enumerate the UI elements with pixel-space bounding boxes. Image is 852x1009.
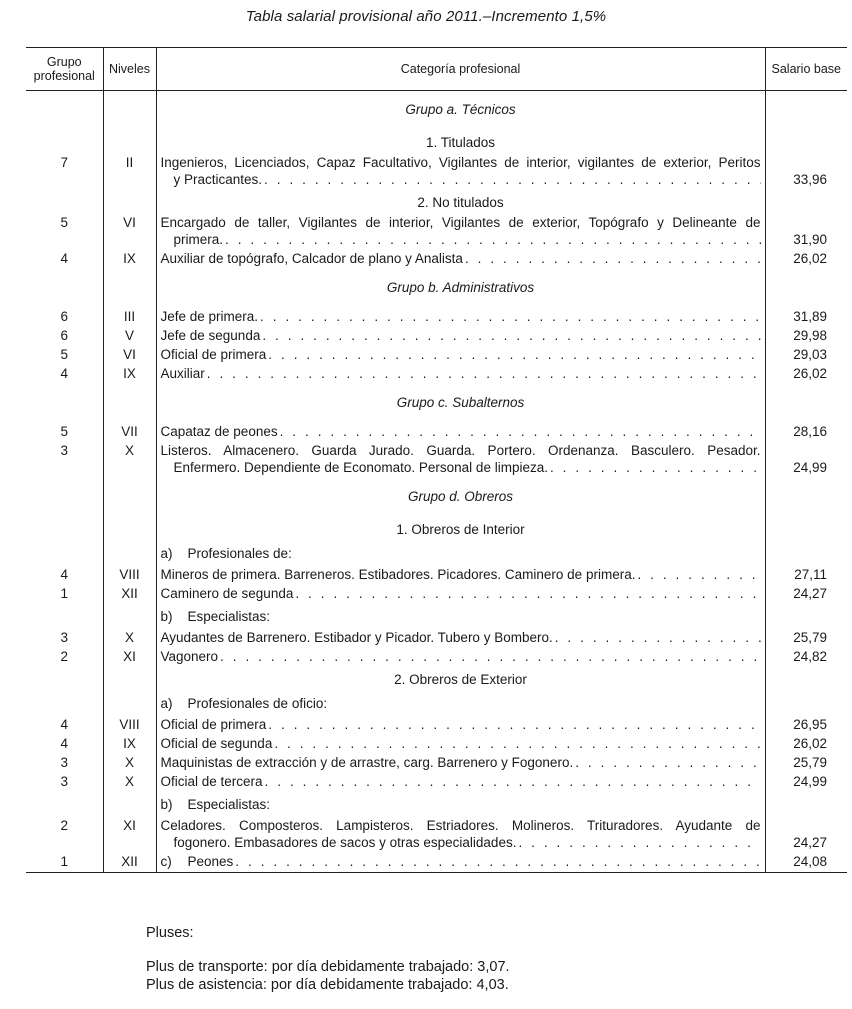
section-heading: 2. Obreros de Exterior: [156, 667, 765, 691]
categoria-cell: [156, 853, 765, 873]
table-row: [26, 250, 847, 269]
categoria-cell: [156, 585, 765, 604]
leader-dots: [550, 459, 761, 476]
categoria-cell: [156, 629, 765, 648]
group-heading-row: [26, 478, 847, 517]
categoria-cell: [156, 423, 765, 442]
nivel-cell: VIII: [103, 566, 156, 585]
salario-cell: 24,99: [765, 773, 847, 792]
categoria-text: Vagonero: [160, 649, 219, 664]
section-heading: 1. Titulados: [156, 130, 765, 154]
categoria-line: y Practicantes.: [173, 172, 263, 187]
section-heading-row: [26, 667, 847, 691]
categoria-cell: [156, 308, 765, 327]
categoria-text: Mineros de primera. Barreneros. Estibadores. Picadores. Caminero de primera.: [160, 567, 636, 582]
table-row: [26, 365, 847, 384]
plus-transporte: Plus de transporte: por día debidamente trabajado: 3,07.: [146, 959, 510, 975]
grupo-cell: 7: [60, 155, 68, 170]
nivel-cell: XII: [103, 853, 156, 873]
grupo-cell: 5: [60, 347, 68, 362]
categoria-cell: [156, 754, 765, 773]
nivel-cell: II: [103, 154, 156, 190]
table-row: [26, 154, 847, 190]
salario-cell: 28,16: [765, 423, 847, 442]
salario-cell: 26,02: [765, 250, 847, 269]
table-row: [26, 629, 847, 648]
salario-cell: 31,89: [765, 308, 847, 327]
categoria-line: primera.: [173, 232, 224, 247]
nivel-cell: IX: [103, 365, 156, 384]
subsection-label: Especialistas:: [187, 797, 271, 812]
section-heading: 2. No titulados: [156, 190, 765, 214]
categoria-text: Auxiliar de topógrafo, Calcador de plano y Analista: [160, 251, 463, 266]
plus-asistencia: Plus de asistencia: por día debidamente trabajado: 4,03.: [146, 977, 509, 993]
subsection-label: Profesionales de:: [187, 546, 292, 561]
nivel-cell: XI: [103, 648, 156, 667]
salario-cell: 24,27: [765, 585, 847, 604]
leader-dots: [518, 834, 760, 851]
group-heading: Grupo b. Administrativos: [156, 269, 765, 308]
salario-cell: 26,95: [765, 716, 847, 735]
nivel-cell: VI: [103, 346, 156, 365]
leader-dots: [260, 308, 760, 325]
nivel-cell: V: [103, 327, 156, 346]
nivel-cell: IX: [103, 250, 156, 269]
section-heading-row: [26, 130, 847, 154]
categoria-cell: [156, 365, 765, 384]
subsection-heading-row: [26, 691, 847, 716]
header-categoria-profesional: Categoría profesional: [156, 48, 765, 91]
categoria-text: Ayudantes de Barrenero. Estibador y Picador. Tubero y Bombero.: [160, 630, 553, 645]
salario-cell: 25,79: [765, 754, 847, 773]
section-heading-row: [26, 517, 847, 541]
leader-dots: [207, 365, 761, 382]
categoria-text: Auxiliar: [160, 366, 205, 381]
leader-dots: [262, 327, 760, 344]
categoria-text: Capataz de peones: [160, 424, 278, 439]
table-header-row: [26, 48, 847, 91]
subsection-number: c): [160, 854, 172, 869]
categoria-line: Celadores. Composteros. Lampisteros. Estriadores. Molineros. Trituradores. Ayudante de: [160, 818, 761, 833]
grupo-cell: 3: [60, 443, 68, 458]
pluses-notes: [146, 924, 510, 994]
table-title: Tabla salarial provisional año 2011.–Incremento 1,5%: [245, 8, 607, 25]
leader-dots: [295, 585, 760, 602]
grupo-cell: 4: [60, 366, 68, 381]
grupo-cell: 3: [60, 774, 68, 789]
categoria-text: Maquinistas de extracción y de arrastre, carg. Barrenero y Fogonero.: [160, 755, 574, 770]
categoria-cell: [156, 250, 765, 269]
group-heading: Grupo c. Subalternos: [156, 384, 765, 423]
section-heading: 1. Obreros de Interior: [156, 517, 765, 541]
header-salario-base: Salario base: [765, 48, 847, 91]
leader-dots: [265, 773, 761, 790]
leader-dots: [225, 231, 760, 248]
salario-cell: 33,96: [765, 154, 847, 190]
salario-cell: 26,02: [765, 735, 847, 754]
categoria-text: Oficial de primera: [160, 717, 267, 732]
section-heading-row: [26, 190, 847, 214]
nivel-cell: VII: [103, 423, 156, 442]
categoria-cell: [156, 327, 765, 346]
categoria-cell: [156, 648, 765, 667]
categoria-text: Jefe de segunda: [160, 328, 261, 343]
categoria-cell: [156, 716, 765, 735]
categoria-text: Oficial de tercera: [160, 774, 263, 789]
group-heading-row: [26, 91, 847, 131]
subsection-heading-row: [26, 541, 847, 566]
nivel-cell: X: [103, 754, 156, 773]
pluses-heading: Pluses:: [146, 925, 194, 941]
categoria-text: Caminero de segunda: [160, 586, 294, 601]
categoria-line: Encargado de taller, Vigilantes de interior, Vigilantes de exterior, Topógrafo y Delineante de: [160, 215, 761, 230]
salario-cell: 24,27: [765, 817, 847, 853]
leader-dots: [555, 629, 761, 646]
salario-cell: 24,99: [765, 442, 847, 478]
subsection-heading: [156, 691, 765, 716]
grupo-cell: 5: [60, 424, 68, 439]
leader-dots: [637, 566, 760, 583]
table-row: [26, 308, 847, 327]
nivel-cell: X: [103, 773, 156, 792]
categoria-cell: [156, 442, 765, 478]
salario-cell: 25,79: [765, 629, 847, 648]
grupo-cell: 4: [60, 251, 68, 266]
table-row: [26, 566, 847, 585]
subsection-heading: [156, 792, 765, 817]
subsection-number: b): [160, 609, 173, 624]
header-grupo-profesional: Grupo profesional: [26, 48, 103, 91]
leader-dots: [268, 346, 760, 363]
leader-dots: [264, 171, 760, 188]
categoria-cell: [156, 346, 765, 365]
categoria-text: Jefe de primera.: [160, 309, 259, 324]
table-row: [26, 716, 847, 735]
peones-label: Peones: [187, 854, 234, 869]
table-row: [26, 817, 847, 853]
subsection-number: a): [160, 546, 173, 561]
nivel-cell: VI: [103, 214, 156, 250]
categoria-line: Enfermero. Dependiente de Economato. Personal de limpieza.: [173, 460, 548, 475]
categoria-text: [161, 853, 234, 870]
header-niveles: Niveles: [103, 48, 156, 91]
group-heading: Grupo a. Técnicos: [156, 91, 765, 131]
grupo-cell: 6: [60, 328, 68, 343]
nivel-cell: X: [103, 442, 156, 478]
subsection-heading: [156, 541, 765, 566]
grupo-cell: 4: [60, 717, 68, 732]
table-row: [26, 585, 847, 604]
grupo-cell: 4: [60, 567, 68, 582]
table-row: [26, 346, 847, 365]
table-row: [26, 754, 847, 773]
categoria-line: Listeros. Almacenero. Guarda Jurado. Guarda. Portero. Ordenanza. Basculero. Pesador.: [160, 443, 761, 458]
subsection-heading-row: [26, 604, 847, 629]
subsection-heading-row: [26, 792, 847, 817]
nivel-cell: X: [103, 629, 156, 648]
subsection-label: Especialistas:: [187, 609, 271, 624]
subsection-heading: [156, 604, 765, 629]
table-row: [26, 853, 847, 873]
nivel-cell: IX: [103, 735, 156, 754]
grupo-cell: 4: [60, 736, 68, 751]
leader-dots: [274, 735, 760, 752]
salario-cell: 24,08: [765, 853, 847, 873]
grupo-cell: 2: [60, 649, 68, 664]
categoria-text: Oficial de primera: [160, 347, 267, 362]
grupo-cell: 1: [60, 586, 68, 601]
salario-cell: 27,11: [765, 566, 847, 585]
table-row: [26, 442, 847, 478]
table-row: [26, 327, 847, 346]
salario-cell: 29,98: [765, 327, 847, 346]
table-row: [26, 773, 847, 792]
group-heading: Grupo d. Obreros: [156, 478, 765, 517]
subsection-label: Profesionales de oficio:: [187, 696, 328, 711]
leader-dots: [268, 716, 760, 733]
group-heading-row: [26, 269, 847, 308]
categoria-cell: [156, 773, 765, 792]
salario-cell: 24,82: [765, 648, 847, 667]
grupo-cell: 2: [60, 818, 68, 833]
leader-dots: [220, 648, 760, 665]
salario-cell: 31,90: [765, 214, 847, 250]
group-heading-row: [26, 384, 847, 423]
nivel-cell: VIII: [103, 716, 156, 735]
table-row: [26, 735, 847, 754]
categoria-cell: [156, 817, 765, 853]
table-row: [26, 214, 847, 250]
salario-cell: 29,03: [765, 346, 847, 365]
leader-dots: [465, 250, 761, 267]
grupo-cell: 5: [60, 215, 68, 230]
categoria-cell: [156, 566, 765, 585]
grupo-cell: 6: [60, 309, 68, 324]
categoria-line: fogonero. Embasadores de sacos y otras especialidades.: [173, 835, 517, 850]
salary-table: [26, 47, 847, 873]
categoria-text: Oficial de segunda: [160, 736, 273, 751]
leader-dots: [575, 754, 760, 771]
table-row: [26, 423, 847, 442]
leader-dots: [235, 853, 760, 870]
nivel-cell: III: [103, 308, 156, 327]
grupo-cell: 3: [60, 630, 68, 645]
categoria-cell: [156, 735, 765, 754]
categoria-cell: [156, 154, 765, 190]
salario-cell: 26,02: [765, 365, 847, 384]
grupo-cell: 3: [60, 755, 68, 770]
nivel-cell: XII: [103, 585, 156, 604]
subsection-number: a): [160, 696, 173, 711]
categoria-line: Ingenieros, Licenciados, Capaz Facultativo, Vigilantes de interior, vigilantes de exterior, Peritos: [160, 155, 761, 170]
table-row: [26, 648, 847, 667]
categoria-cell: [156, 214, 765, 250]
nivel-cell: XI: [103, 817, 156, 853]
grupo-cell: 1: [26, 853, 103, 873]
leader-dots: [280, 423, 761, 440]
subsection-number: b): [160, 797, 173, 812]
